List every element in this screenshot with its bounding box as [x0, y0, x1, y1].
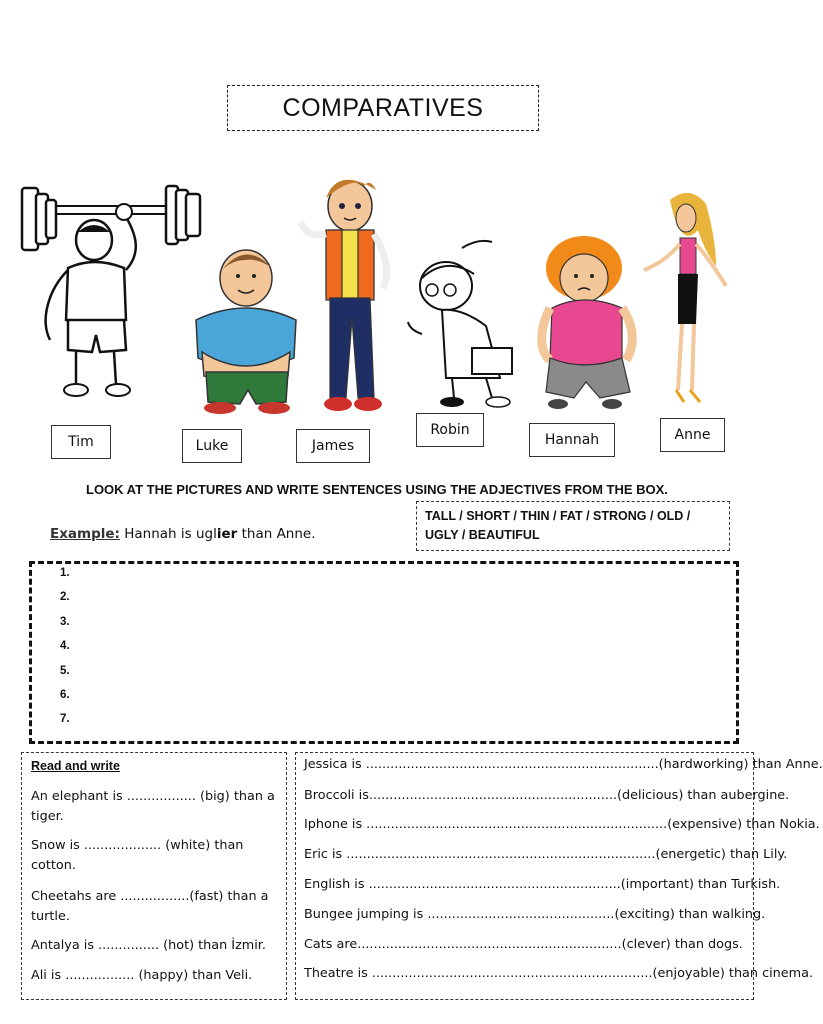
answer-number: 3.: [60, 615, 70, 628]
example-label: Example:: [50, 526, 120, 542]
name-box-tim: [51, 425, 111, 459]
adjectives-line-1: TALL / SHORT / THIN / FAT / STRONG / OLD /: [425, 509, 691, 523]
exercise-item: Jessica is ........................................................................(hardworking) than Anne.: [304, 757, 823, 772]
exercise-item: Ali is ................. (happy) than Veli.: [31, 968, 253, 983]
exercise-item: Snow is ................... (white) than cotton.: [31, 838, 244, 873]
exercise-item: Cheetahs are .................(fast) than a turtle.: [31, 889, 269, 924]
exercise-item: Iphone is ..........................................................................(expensive) than Nokia.: [304, 817, 820, 832]
exercise-item: Cats are.................................................................(clever) than dogs.: [304, 937, 743, 952]
example-post: than Anne.: [237, 526, 316, 542]
name-james: James: [311, 438, 355, 454]
answer-list: [60, 567, 70, 738]
answer-area[interactable]: [29, 561, 739, 744]
exercise-item: Broccoli is.............................................................(delicious) than aubergine.: [304, 788, 790, 803]
exercise-item: Eric is ............................................................................(energetic) than Lily.: [304, 847, 788, 862]
name-box-anne: [660, 418, 725, 452]
exercise-item: Theatre is .....................................................................(enjoyable) than cinema.: [304, 966, 814, 981]
answer-number: 6.: [60, 688, 70, 701]
adjectives-line-2: UGLY / BEAUTIFUL: [425, 528, 540, 542]
title-box: [227, 85, 539, 131]
answer-number: 1.: [60, 567, 70, 579]
luke-illustration: [188, 240, 303, 418]
name-box-james: [296, 429, 370, 463]
answer-number: 7.: [60, 713, 70, 726]
example-pre: Hannah is ugl: [119, 526, 217, 542]
name-robin: Robin: [430, 422, 470, 438]
robin-old-man-illustration: [402, 238, 526, 412]
answer-number: 2.: [60, 591, 70, 604]
anne-illustration: [640, 190, 734, 412]
exercise-item: Antalya is ............... (hot) than İzmir.: [31, 938, 266, 953]
answer-number: 5.: [60, 664, 70, 677]
name-anne: Anne: [674, 427, 711, 443]
example-bold: ier: [216, 526, 238, 542]
name-box-robin: [416, 413, 484, 447]
exercise-item: An elephant is ................. (big) than a tiger.: [31, 789, 275, 824]
tim-strongman-illustration: [14, 170, 214, 410]
adjectives-box: [416, 501, 730, 551]
name-hannah: Hannah: [544, 432, 600, 448]
name-box-luke: [182, 429, 242, 463]
name-box-hannah: [529, 423, 615, 457]
exercise-item: Bungee jumping is ..............................................(exciting) than walking.: [304, 907, 766, 922]
name-luke: Luke: [195, 438, 229, 454]
james-illustration: [298, 168, 402, 420]
example-sentence: [50, 526, 316, 542]
instructions: LOOK AT THE PICTURES AND WRITE SENTENCES USING THE ADJECTIVES FROM THE BOX.: [86, 482, 668, 497]
hannah-illustration: [538, 232, 642, 412]
exercise-item: English is ..............................................................(important) than Turkish.: [304, 877, 781, 892]
page-title: COMPARATIVES: [282, 93, 484, 122]
answer-number: 4.: [60, 640, 70, 653]
name-tim: Tim: [68, 434, 94, 450]
read-and-write-title: Read and write: [31, 759, 120, 773]
